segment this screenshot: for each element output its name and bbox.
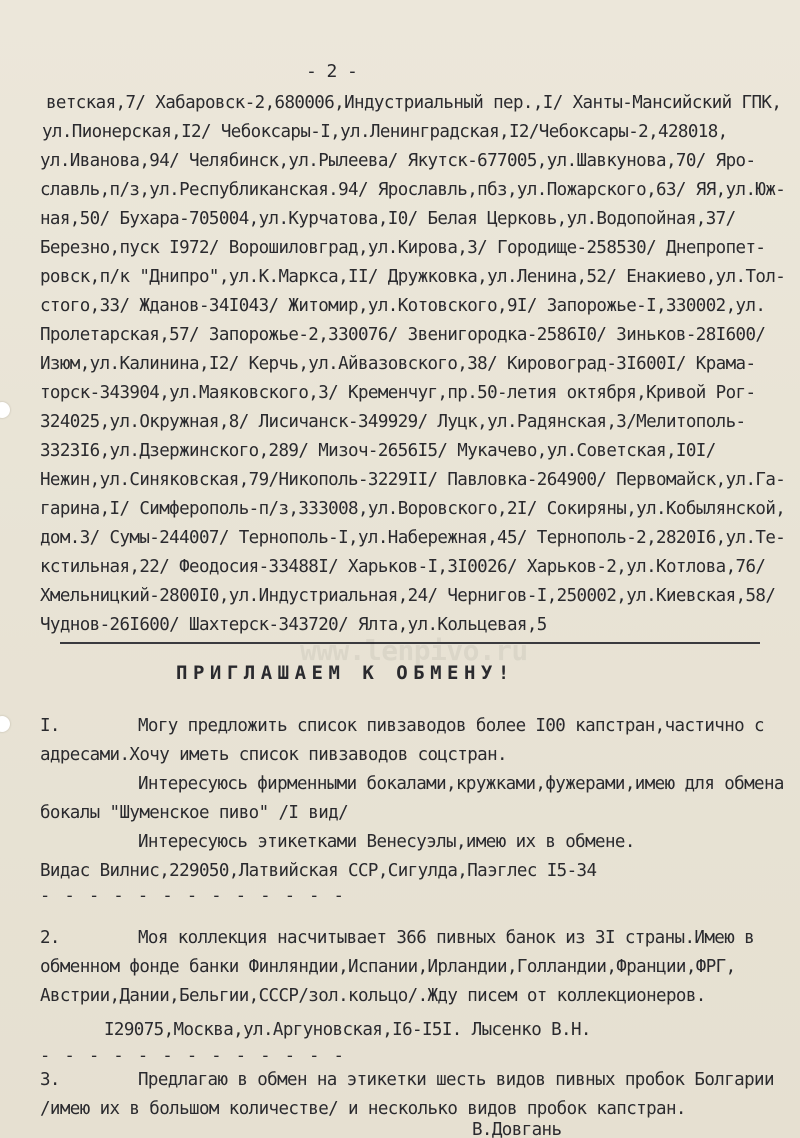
address-line: Хмельницкий-2800I0,ул.Индустриальная,24/ Чернигов-I,250002,ул.Киевская,58/ [40,586,776,606]
item-separator: - - - - - - - - - - - - - [40,1046,346,1066]
item-line: обменном фонде банки Финляндии,Испании,Ирландии,Голландии,Франции,ФРГ, [40,957,736,977]
address-line: торск-343904,ул.Маяковского,3/ Кременчуг,пр.50-летия октября,Кривой Рог- [40,383,756,403]
address-line: Березно,пуск I972/ Ворошиловград,ул.Кирова,3/ Городище-258530/ Днепропет- [40,238,766,258]
item-line: Интересуюсь фирменными бокалами,кружками,фужерами,имею для обмена [138,774,784,794]
address-line: кстильная,22/ Феодосия-33488I/ Харьков-I,3I0026/ Харьков-2,ул.Котлова,76/ [40,557,766,577]
address-line: Пролетарская,57/ Запорожье-2,330076/ Звенигородка-2586I0/ Зиньков-28I600/ [40,325,766,345]
page-number: - 2 - [306,61,358,82]
item-number: 3. [40,1070,60,1090]
item-line: Предлагаю в обмен на этикетки шесть видов пивных пробок Болгарии [138,1070,774,1090]
item-separator: - - - - - - - - - - - - - [40,886,346,906]
punch-hole-top [0,402,10,418]
address-line: гарина,I/ Симферополь-п/з,333008,ул.Воровского,2I/ Сокиряны,ул.Кобылянской, [40,499,786,519]
address-line: ная,50/ Бухара-705004,ул.Курчатова,I0/ Белая Церковь,ул.Водопойная,37/ [40,209,736,229]
item-line: Австрии,Дании,Бельгии,СССР/зол.кольцо/.Жду писем от коллекционеров. [40,986,706,1006]
address-line: славль,п/з,ул.Республиканская.94/ Ярославль,пбз,ул.Пожарского,63/ ЯЯ,ул.Юж- [40,180,786,200]
address-line: Изюм,ул.Калинина,I2/ Керчь,ул.Айвазовского,38/ Кировоград-3I600I/ Крама- [40,354,756,374]
item-signature: В.Довгань [472,1120,562,1138]
address-line: ровск,п/к "Днипро",ул.К.Маркса,II/ Дружковка,ул.Ленина,52/ Енакиево,ул.Тол- [40,267,786,287]
address-line: Чуднов-26I600/ Шахтерск-343720/ Ялта,ул.Кольцевая,5 [40,615,547,635]
item-line: /имею их в большом количестве/ и несколько видов пробок капстран. [40,1099,686,1119]
address-line: 3323I6,ул.Дзержинского,289/ Мизоч-2656I5/ Мукачево,ул.Советская,I0I/ [40,441,716,461]
address-line: ул.Пионерская,I2/ Чебоксары-I,ул.Ленинградская,I2/Чебоксары-2,428018, [42,122,728,142]
item-signature: Видас Вилнис,229050,Латвийская ССР,Сигулда,Паэглес I5-34 [40,861,597,881]
address-line: стого,33/ Жданов-34I043/ Житомир,ул.Котовского,9I/ Запорожье-I,330002,ул. [40,296,766,316]
item-line: Интересуюсь этикетками Венесуэлы,имею их в обмене. [138,832,635,852]
section-heading: ПРИГЛАШАЕМ К ОБМЕНУ! [176,662,515,684]
punch-hole-bottom [0,716,10,732]
item-number: 2. [40,928,60,948]
item-line: бокалы "Шуменское пиво" /I вид/ [40,803,349,823]
address-line: дом.3/ Сумы-244007/ Тернополь-I,ул.Набережная,45/ Тернополь-2,2820I6,ул.Те- [40,528,786,548]
address-line: 324025,ул.Окружная,8/ Лисичанск-349929/ Луцк,ул.Радянская,3/Мелитополь- [40,412,746,432]
item-signature: I29075,Москва,ул.Аргуновская,I6-I5I. Лысенко В.Н. [104,1020,591,1040]
item-line: адресами.Хочу иметь список пивзаводов соцстран. [40,745,507,765]
item-number: I. [40,716,60,736]
address-line: ветская,7/ Хабаровск-2,680006,Индустриальный пер.,I/ Ханты-Мансийский ГПК, [46,93,782,113]
address-line: Нежин,ул.Синяковская,79/Никополь-3229II/ Павловка-264900/ Первомайск,ул.Га- [40,470,786,490]
item-line: Могу предложить список пивзаводов более I00 капстран,частично с [138,716,764,736]
item-line: Моя коллекция насчитывает 366 пивных банок из 3I страны.Имею в [138,928,755,948]
address-line: ул.Иванова,94/ Челябинск,ул.Рылеева/ Якутск-677005,ул.Шавкунова,70/ Яро- [40,151,756,171]
watermark: www.lenpivo.ru [300,634,528,667]
